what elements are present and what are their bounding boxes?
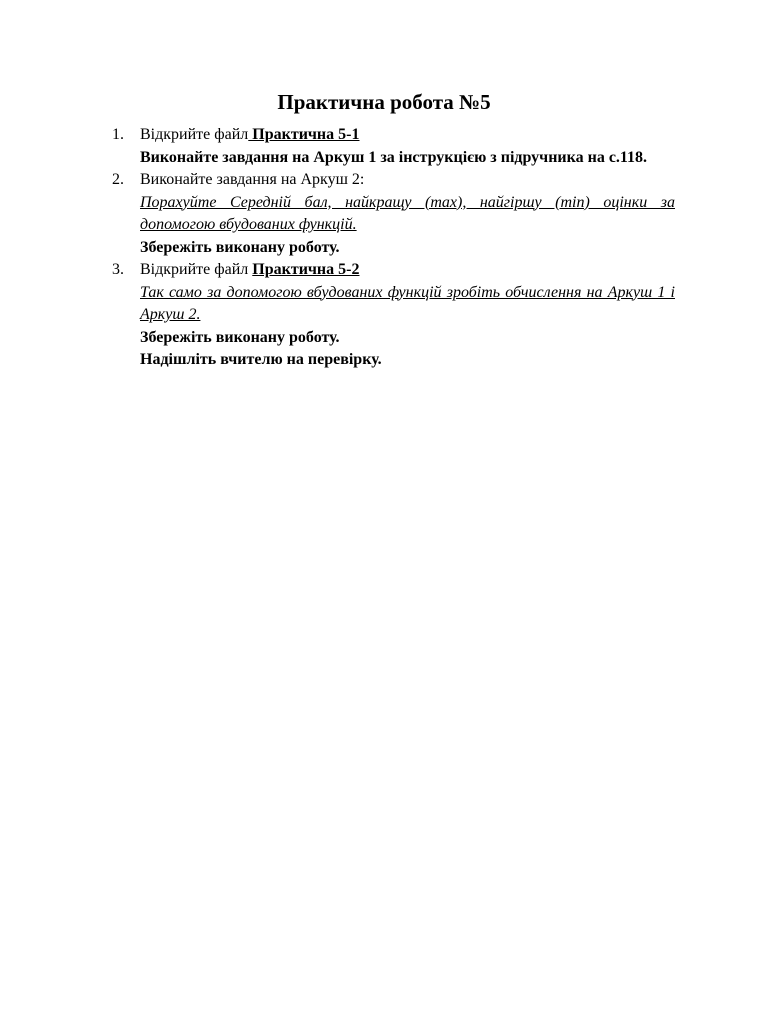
save-text: Збережіть виконану роботу. <box>140 238 340 256</box>
send-text: Надішліть вчителю на перевірку. <box>140 351 382 368</box>
instruction-text: Виконайте завдання на Аркуш 1 за інструкцією з підручника на с.118. <box>140 148 648 166</box>
item-number: 1. <box>112 126 124 143</box>
file-name-link: Практична 5-2 <box>252 261 360 278</box>
item-number: 2. <box>112 171 124 188</box>
task-list <box>112 124 675 372</box>
page-title: Практична робота №5 <box>277 90 491 114</box>
open-file-line <box>140 124 675 147</box>
task-text: Виконайте завдання на Аркуш 2: <box>140 171 365 188</box>
item-number: 3. <box>112 261 124 278</box>
italic-instruction: Так само за допомогою вбудованих функцій зробіть обчислення на Аркуш 1 і Аркуш 2. <box>140 283 675 323</box>
open-file-line <box>140 259 675 282</box>
save-text: Збережіть виконану роботу. <box>140 328 340 346</box>
italic-instruction: Порахуйте Середній бал, найкращу (max), найгіршу (min) оцінки за допомогою вбудованих функцій. <box>140 193 675 233</box>
list-item-1 <box>112 124 675 169</box>
list-item-3 <box>112 259 675 372</box>
open-file-prefix: Відкрийте файл <box>140 261 253 278</box>
open-file-prefix: Відкрийте файл <box>140 126 249 143</box>
list-item-2 <box>112 169 675 259</box>
file-name-link: Практична 5-1 <box>248 126 360 143</box>
